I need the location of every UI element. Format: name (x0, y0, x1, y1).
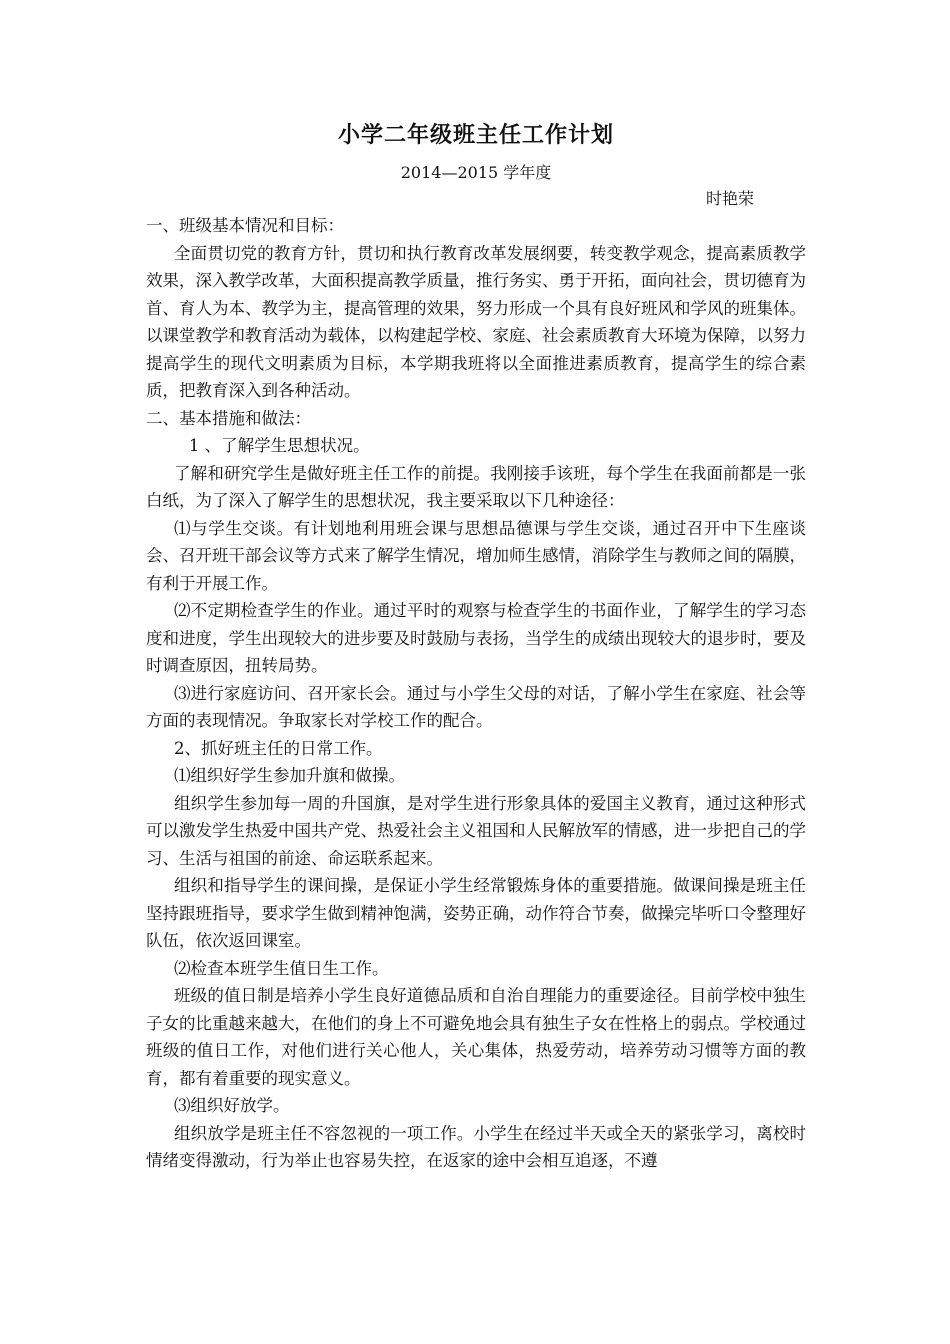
subheading: 1 、了解学生思想状况。 (188, 436, 370, 455)
paragraph: ⑶进行家庭访问、召开家长会。通过与小学生父母的对话，了解小学生在家庭、社会等方面的表现情况。争取家长对学校工作的配合。 (146, 683, 806, 730)
paragraph: 了解和研究学生是做好班主任工作的前提。我刚接手该班，每个学生在我面前都是一张白纸，为了深入了解学生的思想状况，我主要采取以下几种途径： (146, 463, 806, 510)
document-author: 时艳荣 (705, 189, 754, 208)
subheading: ⑵检查本班学生值日生工作。 (174, 958, 389, 978)
paragraph: 组织放学是班主任不容忽视的一项工作。小学生在经过半天或全天的紧张学习，离校时情绪变得激动，行为举止也容易失控，在返家的途中会相互追逐，不遵 (146, 1123, 806, 1170)
document-title: 小学二年级班主任工作计划 (337, 122, 614, 148)
paragraph: ⑵不定期检查学生的作业。通过平时的观察与检查学生的书面作业，了解学生的学习态度和进度，学生出现较大的进步要及时鼓励与表扬，当学生的成绩出现较大的退步时，要及时调查原因，扭转局势。 (146, 601, 806, 675)
subheading: ⑶组织好放学。 (174, 1096, 290, 1115)
paragraph: 组织学生参加每一周的升国旗，是对学生进行形象具体的爱国主义教育，通过这种形式可以激发学生热爱中国共产党、热爱社会主义祖国和人民解放军的情感，进一步把自己的学习、生活与祖国的前途、命运联系起来。 (146, 793, 806, 868)
subheading: ⑴组织好学生参加升旗和做操。 (174, 766, 406, 785)
paragraph: 组织和指导学生的课间操，是保证小学生经常锻炼身体的重要措施。做课间操是班主任坚持跟班指导，要求学生做到精神饱满，姿势正确，动作符合节奏，做操完毕听口令整理好队伍，依次返回课室。 (146, 876, 806, 950)
paragraph: 班级的值日制是培养小学生良好道德品质和自治自理能力的重要途径。目前学校中独生子女的比重越来越大，在他们的身上不可避免地会具有独生子女在性格上的弱点。学校通过班级的值日工作，对他们进行关心他人，关心集体，热爱劳动，培养劳动习惯等方面的教育，都有着重要的现实意义。 (146, 986, 806, 1088)
document-page (146, 118, 806, 1175)
paragraph: 全面贯切党的教育方针，贯切和执行教育改革发展纲要，转变教学观念，提高素质教学效果，深入教学改革，大面积提高教学质量，推行务实、勇于开拓，面向社会，贯切德育为首、育人为本、教学为主，提高管理的效果，努力形成一个具有良好班风和学风的班集体。以课堂教学和教育活动为载体，以构建起学校、家庭、社会素质教育大环境为保障，以努力提高学生的现代文明素质为目标，本学期我班将以全面推进素质教育，提高学生的综合素质，把教育深入到各种活动。 (146, 243, 806, 400)
paragraph: ⑴与学生交谈。有计划地利用班会课与思想品德课与学生交谈，通过召开中下生座谈会、召开班干部会议等方式来了解学生情况，增加师生感情，消除学生与教师之间的隔膜，有利于开展工作。 (146, 518, 806, 593)
subheading: 2、抓好班主任的日常工作。 (174, 738, 383, 758)
section-heading: 一、班级基本情况和目标： (146, 216, 344, 235)
section-heading: 二、基本措施和做法： (146, 408, 311, 428)
document-subtitle: 2014—2015 学年度 (400, 163, 552, 182)
